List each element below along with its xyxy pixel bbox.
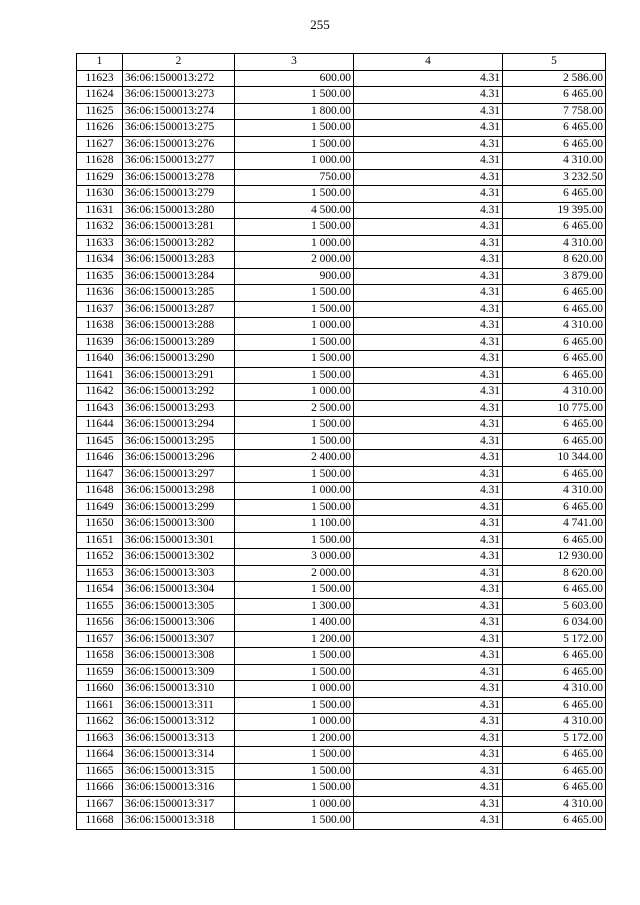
table-cell: 2 500.00 xyxy=(235,400,354,417)
page-number: 255 xyxy=(310,17,330,32)
table-cell: 4.31 xyxy=(354,202,503,219)
table-row xyxy=(77,565,606,582)
table-cell: 4.31 xyxy=(354,796,503,813)
table-cell: 4.31 xyxy=(354,169,503,186)
table-cell: 4 741.00 xyxy=(503,516,606,533)
table-cell: 1 500.00 xyxy=(235,763,354,780)
table-cell: 1 500.00 xyxy=(235,697,354,714)
table-cell: 6 465.00 xyxy=(503,136,606,153)
column-header: 1 xyxy=(77,54,123,71)
table-cell: 4 310.00 xyxy=(503,318,606,335)
table-row xyxy=(77,681,606,698)
table-cell: 11643 xyxy=(77,400,123,417)
table-cell: 3 000.00 xyxy=(235,549,354,566)
column-header: 5 xyxy=(503,54,606,71)
table-cell: 4.31 xyxy=(354,714,503,731)
table-row xyxy=(77,153,606,170)
table-cell: 11659 xyxy=(77,664,123,681)
table-cell: 6 465.00 xyxy=(503,285,606,302)
table-cell: 5 603.00 xyxy=(503,598,606,615)
table-cell: 2 000.00 xyxy=(235,565,354,582)
table-cell: 11657 xyxy=(77,631,123,648)
table-cell: 36:06:1500013:301 xyxy=(123,532,235,549)
table-cell: 36:06:1500013:273 xyxy=(123,87,235,104)
table-cell: 6 465.00 xyxy=(503,813,606,830)
table-cell: 4 310.00 xyxy=(503,483,606,500)
table-row xyxy=(77,186,606,203)
table-cell: 11652 xyxy=(77,549,123,566)
table-cell: 6 465.00 xyxy=(503,532,606,549)
table-cell: 4.31 xyxy=(354,532,503,549)
table-cell: 4.31 xyxy=(354,136,503,153)
table-cell: 4.31 xyxy=(354,384,503,401)
table-cell: 11629 xyxy=(77,169,123,186)
table-cell: 5 172.00 xyxy=(503,631,606,648)
table-cell: 11668 xyxy=(77,813,123,830)
table-cell: 11625 xyxy=(77,103,123,120)
table-cell: 36:06:1500013:284 xyxy=(123,268,235,285)
table-cell: 36:06:1500013:307 xyxy=(123,631,235,648)
table-cell: 11646 xyxy=(77,450,123,467)
table-cell: 4.31 xyxy=(354,549,503,566)
table-cell: 1 800.00 xyxy=(235,103,354,120)
table-cell: 6 465.00 xyxy=(503,780,606,797)
table-cell: 4 310.00 xyxy=(503,384,606,401)
table-cell: 6 465.00 xyxy=(503,120,606,137)
table-cell: 4.31 xyxy=(354,598,503,615)
table-cell: 1 000.00 xyxy=(235,384,354,401)
table-cell: 11640 xyxy=(77,351,123,368)
table-cell: 11660 xyxy=(77,681,123,698)
table-cell: 36:06:1500013:272 xyxy=(123,70,235,87)
table-cell: 6 465.00 xyxy=(503,466,606,483)
table-row xyxy=(77,367,606,384)
table-row xyxy=(77,103,606,120)
table-cell: 36:06:1500013:317 xyxy=(123,796,235,813)
table-cell: 4 310.00 xyxy=(503,796,606,813)
table-row xyxy=(77,697,606,714)
table-cell: 36:06:1500013:318 xyxy=(123,813,235,830)
table-cell: 11632 xyxy=(77,219,123,236)
table-cell: 3 232.50 xyxy=(503,169,606,186)
table-cell: 36:06:1500013:294 xyxy=(123,417,235,434)
table-cell: 6 465.00 xyxy=(503,334,606,351)
table-cell: 4.31 xyxy=(354,268,503,285)
table-cell: 4.31 xyxy=(354,70,503,87)
table-cell: 36:06:1500013:288 xyxy=(123,318,235,335)
table-cell: 36:06:1500013:308 xyxy=(123,648,235,665)
table-cell: 6 465.00 xyxy=(503,433,606,450)
table-cell: 1 500.00 xyxy=(235,780,354,797)
table-cell: 36:06:1500013:314 xyxy=(123,747,235,764)
table-cell: 1 500.00 xyxy=(235,351,354,368)
table-cell: 4.31 xyxy=(354,499,503,516)
table-cell: 11637 xyxy=(77,301,123,318)
table-row xyxy=(77,120,606,137)
table-cell: 11623 xyxy=(77,70,123,87)
table-cell: 11667 xyxy=(77,796,123,813)
table-cell: 1 500.00 xyxy=(235,433,354,450)
table-cell: 36:06:1500013:292 xyxy=(123,384,235,401)
table-cell: 8 620.00 xyxy=(503,565,606,582)
table-cell: 4.31 xyxy=(354,813,503,830)
table-cell: 11631 xyxy=(77,202,123,219)
table-cell: 11639 xyxy=(77,334,123,351)
table-cell: 10 775.00 xyxy=(503,400,606,417)
table-cell: 11635 xyxy=(77,268,123,285)
table-cell: 11626 xyxy=(77,120,123,137)
table-cell: 1 500.00 xyxy=(235,285,354,302)
table-row xyxy=(77,169,606,186)
table-cell: 1 200.00 xyxy=(235,730,354,747)
table-cell: 1 000.00 xyxy=(235,796,354,813)
table-body xyxy=(77,70,606,829)
table-row xyxy=(77,664,606,681)
table-row xyxy=(77,450,606,467)
table-cell: 4.31 xyxy=(354,516,503,533)
table-cell: 1 500.00 xyxy=(235,301,354,318)
table-cell: 6 465.00 xyxy=(503,499,606,516)
table-cell: 36:06:1500013:302 xyxy=(123,549,235,566)
table-cell: 1 500.00 xyxy=(235,87,354,104)
table-cell: 6 465.00 xyxy=(503,301,606,318)
table-cell: 11664 xyxy=(77,747,123,764)
table-cell: 36:06:1500013:306 xyxy=(123,615,235,632)
table-cell: 4 310.00 xyxy=(503,681,606,698)
table-cell: 1 500.00 xyxy=(235,186,354,203)
table-cell: 4.31 xyxy=(354,318,503,335)
table-cell: 36:06:1500013:278 xyxy=(123,169,235,186)
table-row xyxy=(77,87,606,104)
table-cell: 4 310.00 xyxy=(503,235,606,252)
table-cell: 4.31 xyxy=(354,153,503,170)
table-cell: 11661 xyxy=(77,697,123,714)
table-cell: 36:06:1500013:296 xyxy=(123,450,235,467)
table-cell: 6 465.00 xyxy=(503,664,606,681)
table-row xyxy=(77,252,606,269)
table-cell: 36:06:1500013:309 xyxy=(123,664,235,681)
table-cell: 3 879.00 xyxy=(503,268,606,285)
table-cell: 7 758.00 xyxy=(503,103,606,120)
table-cell: 36:06:1500013:283 xyxy=(123,252,235,269)
table-cell: 11658 xyxy=(77,648,123,665)
table-cell: 11624 xyxy=(77,87,123,104)
table-cell: 6 465.00 xyxy=(503,186,606,203)
table-cell: 6 465.00 xyxy=(503,582,606,599)
table-row xyxy=(77,499,606,516)
table-cell: 1 500.00 xyxy=(235,417,354,434)
table-row xyxy=(77,466,606,483)
table-cell: 11645 xyxy=(77,433,123,450)
table-cell: 36:06:1500013:298 xyxy=(123,483,235,500)
table-cell: 4.31 xyxy=(354,681,503,698)
table-cell: 1 300.00 xyxy=(235,598,354,615)
table-row xyxy=(77,780,606,797)
table-cell: 36:06:1500013:299 xyxy=(123,499,235,516)
table-cell: 6 465.00 xyxy=(503,367,606,384)
table-cell: 36:06:1500013:275 xyxy=(123,120,235,137)
table-row xyxy=(77,796,606,813)
table-cell: 11648 xyxy=(77,483,123,500)
table-cell: 4.31 xyxy=(354,103,503,120)
table-cell: 36:06:1500013:312 xyxy=(123,714,235,731)
table-cell: 4.31 xyxy=(354,648,503,665)
table-row xyxy=(77,549,606,566)
table-cell: 4.31 xyxy=(354,780,503,797)
table-cell: 36:06:1500013:305 xyxy=(123,598,235,615)
table-cell: 36:06:1500013:310 xyxy=(123,681,235,698)
table-cell: 36:06:1500013:274 xyxy=(123,103,235,120)
table-cell: 36:06:1500013:316 xyxy=(123,780,235,797)
table-cell: 6 465.00 xyxy=(503,351,606,368)
table-row xyxy=(77,631,606,648)
table-cell: 1 000.00 xyxy=(235,483,354,500)
table-cell: 36:06:1500013:285 xyxy=(123,285,235,302)
table-cell: 1 500.00 xyxy=(235,466,354,483)
column-header: 3 xyxy=(235,54,354,71)
table-cell: 36:06:1500013:297 xyxy=(123,466,235,483)
table-cell: 2 400.00 xyxy=(235,450,354,467)
table-row xyxy=(77,532,606,549)
table-row xyxy=(77,648,606,665)
table-row xyxy=(77,747,606,764)
table-cell: 11653 xyxy=(77,565,123,582)
table-cell: 4.31 xyxy=(354,235,503,252)
table-cell: 11655 xyxy=(77,598,123,615)
table-row xyxy=(77,714,606,731)
table-cell: 1 000.00 xyxy=(235,235,354,252)
table-cell: 4.31 xyxy=(354,730,503,747)
table-row xyxy=(77,136,606,153)
table-cell: 4.31 xyxy=(354,631,503,648)
table-row xyxy=(77,400,606,417)
table-cell: 10 344.00 xyxy=(503,450,606,467)
table-cell: 36:06:1500013:311 xyxy=(123,697,235,714)
table-cell: 36:06:1500013:293 xyxy=(123,400,235,417)
table-row xyxy=(77,202,606,219)
table-cell: 1 000.00 xyxy=(235,318,354,335)
table-cell: 4 310.00 xyxy=(503,153,606,170)
table-cell: 4.31 xyxy=(354,87,503,104)
table-cell: 36:06:1500013:280 xyxy=(123,202,235,219)
table-cell: 1 400.00 xyxy=(235,615,354,632)
table-cell: 11633 xyxy=(77,235,123,252)
table-cell: 11644 xyxy=(77,417,123,434)
table-cell: 750.00 xyxy=(235,169,354,186)
table-cell: 4.31 xyxy=(354,120,503,137)
table-cell: 6 465.00 xyxy=(503,747,606,764)
table-cell: 36:06:1500013:279 xyxy=(123,186,235,203)
table-cell: 900.00 xyxy=(235,268,354,285)
table-cell: 11656 xyxy=(77,615,123,632)
table-cell: 1 500.00 xyxy=(235,367,354,384)
table-cell: 4.31 xyxy=(354,433,503,450)
table-cell: 11634 xyxy=(77,252,123,269)
table-cell: 6 465.00 xyxy=(503,219,606,236)
column-header: 2 xyxy=(123,54,235,71)
table-cell: 11638 xyxy=(77,318,123,335)
table-cell: 6 465.00 xyxy=(503,87,606,104)
table-cell: 1 000.00 xyxy=(235,153,354,170)
table-row xyxy=(77,70,606,87)
table-cell: 36:06:1500013:313 xyxy=(123,730,235,747)
table-cell: 11650 xyxy=(77,516,123,533)
table-cell: 11630 xyxy=(77,186,123,203)
table-cell: 8 620.00 xyxy=(503,252,606,269)
table-cell: 1 500.00 xyxy=(235,219,354,236)
table-cell: 4.31 xyxy=(354,565,503,582)
table-row xyxy=(77,433,606,450)
table-cell: 600.00 xyxy=(235,70,354,87)
table-cell: 1 500.00 xyxy=(235,334,354,351)
table-cell: 4.31 xyxy=(354,615,503,632)
table-row xyxy=(77,483,606,500)
table-cell: 1 200.00 xyxy=(235,631,354,648)
table-cell: 6 465.00 xyxy=(503,697,606,714)
table-row xyxy=(77,582,606,599)
table-cell: 36:06:1500013:277 xyxy=(123,153,235,170)
table-cell: 6 465.00 xyxy=(503,763,606,780)
table-cell: 4.31 xyxy=(354,351,503,368)
table-cell: 36:06:1500013:282 xyxy=(123,235,235,252)
table-cell: 11641 xyxy=(77,367,123,384)
column-header: 4 xyxy=(354,54,503,71)
table-cell: 4.31 xyxy=(354,450,503,467)
table-row xyxy=(77,235,606,252)
table-cell: 4.31 xyxy=(354,763,503,780)
table-cell: 12 930.00 xyxy=(503,549,606,566)
table-row xyxy=(77,730,606,747)
table-cell: 4 310.00 xyxy=(503,714,606,731)
table-cell: 11627 xyxy=(77,136,123,153)
table-cell: 11651 xyxy=(77,532,123,549)
table-cell: 11636 xyxy=(77,285,123,302)
table-cell: 4.31 xyxy=(354,219,503,236)
table-cell: 1 100.00 xyxy=(235,516,354,533)
table-cell: 11663 xyxy=(77,730,123,747)
table-row xyxy=(77,516,606,533)
table-cell: 6 465.00 xyxy=(503,648,606,665)
table-cell: 1 500.00 xyxy=(235,120,354,137)
table-cell: 4.31 xyxy=(354,697,503,714)
table-cell: 36:06:1500013:287 xyxy=(123,301,235,318)
table-cell: 4.31 xyxy=(354,301,503,318)
table-cell: 4.31 xyxy=(354,400,503,417)
table-cell: 4.31 xyxy=(354,417,503,434)
table-cell: 36:06:1500013:281 xyxy=(123,219,235,236)
table-cell: 36:06:1500013:295 xyxy=(123,433,235,450)
table-cell: 1 500.00 xyxy=(235,648,354,665)
table-cell: 11628 xyxy=(77,153,123,170)
table-cell: 4.31 xyxy=(354,466,503,483)
table-cell: 2 586.00 xyxy=(503,70,606,87)
table-row xyxy=(77,417,606,434)
table-cell: 1 500.00 xyxy=(235,136,354,153)
table-cell: 19 395.00 xyxy=(503,202,606,219)
table-cell: 1 500.00 xyxy=(235,582,354,599)
table-row xyxy=(77,615,606,632)
table-cell: 4 500.00 xyxy=(235,202,354,219)
table-row xyxy=(77,318,606,335)
table-cell: 1 500.00 xyxy=(235,813,354,830)
table-cell: 11662 xyxy=(77,714,123,731)
table-cell: 36:06:1500013:303 xyxy=(123,565,235,582)
table-cell: 1 000.00 xyxy=(235,714,354,731)
table-cell: 11666 xyxy=(77,780,123,797)
table-cell: 4.31 xyxy=(354,367,503,384)
table-cell: 11649 xyxy=(77,499,123,516)
table-cell: 4.31 xyxy=(354,747,503,764)
table-row xyxy=(77,598,606,615)
table-cell: 6 465.00 xyxy=(503,417,606,434)
table-cell: 36:06:1500013:290 xyxy=(123,351,235,368)
table-cell: 36:06:1500013:300 xyxy=(123,516,235,533)
table-row xyxy=(77,351,606,368)
table-row xyxy=(77,219,606,236)
table-header-row xyxy=(77,54,606,71)
table-row xyxy=(77,285,606,302)
table-cell: 4.31 xyxy=(354,252,503,269)
table-cell: 11647 xyxy=(77,466,123,483)
table-cell: 4.31 xyxy=(354,334,503,351)
table-cell: 36:06:1500013:315 xyxy=(123,763,235,780)
table-row xyxy=(77,334,606,351)
table-cell: 11642 xyxy=(77,384,123,401)
table-cell: 4.31 xyxy=(354,186,503,203)
table-cell: 1 500.00 xyxy=(235,664,354,681)
table-cell: 6 034.00 xyxy=(503,615,606,632)
table-cell: 36:06:1500013:304 xyxy=(123,582,235,599)
table-cell: 11665 xyxy=(77,763,123,780)
table-cell: 2 000.00 xyxy=(235,252,354,269)
table-row xyxy=(77,384,606,401)
table-cell: 11654 xyxy=(77,582,123,599)
register-table xyxy=(76,53,606,830)
table-row xyxy=(77,813,606,830)
table-cell: 1 500.00 xyxy=(235,532,354,549)
table-cell: 1 500.00 xyxy=(235,747,354,764)
table-row xyxy=(77,763,606,780)
table-cell: 4.31 xyxy=(354,664,503,681)
table-cell: 36:06:1500013:276 xyxy=(123,136,235,153)
table-cell: 4.31 xyxy=(354,285,503,302)
table-cell: 1 500.00 xyxy=(235,499,354,516)
table-cell: 36:06:1500013:289 xyxy=(123,334,235,351)
table-cell: 4.31 xyxy=(354,483,503,500)
table-cell: 1 000.00 xyxy=(235,681,354,698)
table-row xyxy=(77,301,606,318)
table-cell: 4.31 xyxy=(354,582,503,599)
table-cell: 5 172.00 xyxy=(503,730,606,747)
table-cell: 36:06:1500013:291 xyxy=(123,367,235,384)
table-row xyxy=(77,268,606,285)
